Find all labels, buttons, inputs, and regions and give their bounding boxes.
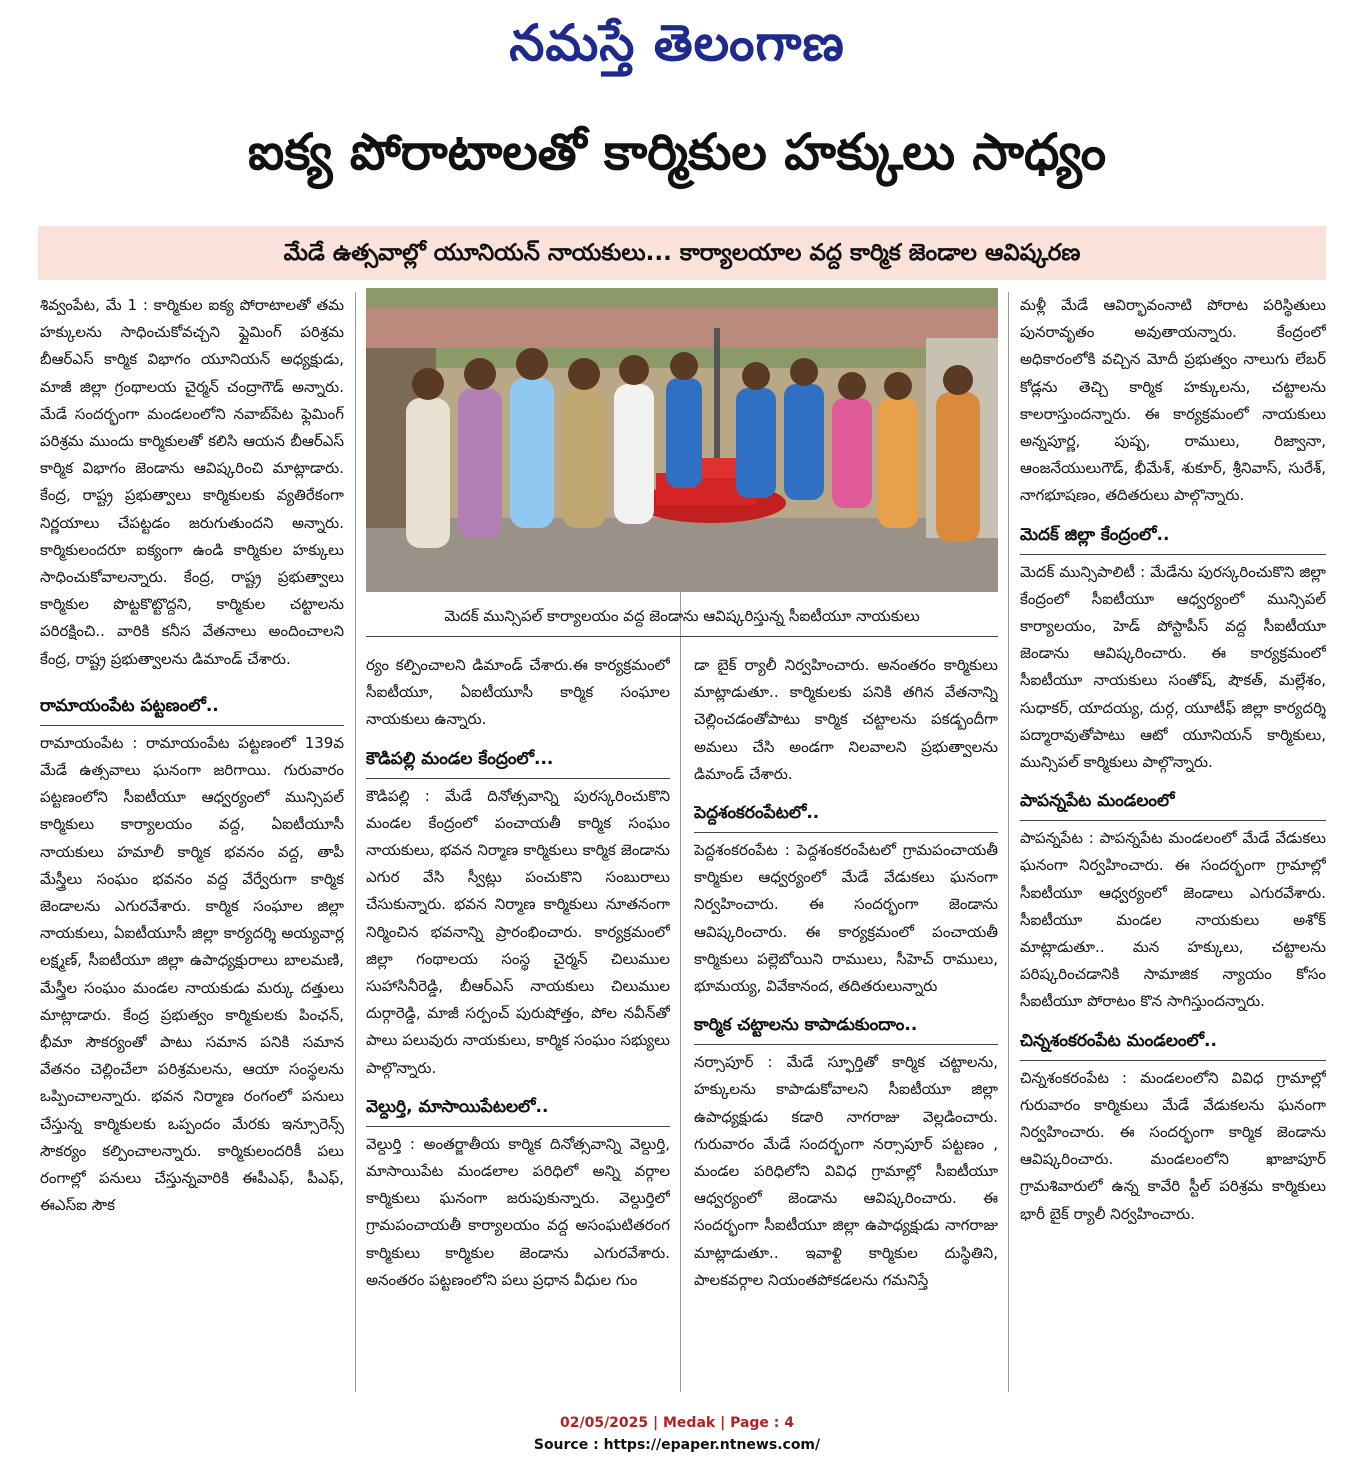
section-title: పాపన్నపేట మండలంలో bbox=[1020, 782, 1326, 821]
footer-date-line: 02/05/2025 | Medak | Page : 4 bbox=[559, 1415, 795, 1431]
section-title: చిన్నశంకరంపేట మండలంలో.. bbox=[1020, 1022, 1326, 1061]
article-column-1 bbox=[40, 292, 344, 1400]
section-title: రామాయంపేట పట్టణంలో.. bbox=[40, 687, 344, 726]
section-body: కౌడిపల్లి : మేడే దినోత్సవాన్ని పురస్కరించుకొని మండల కేంద్రంలో పంచాయతీ కార్మిక సంఘం నాయకులు, భవన నిర్మాణ కార్మికులు కార్మిక జెండాను ఎగుర వేసి స్వీట్లు పంచుకొని సంబురాలు చేసుకున్నారు. భవన నిర్మాణ కార్మికులు నూతనంగా నిర్మించిన భవనాన్ని ప్రారంభించారు. కార్యక్రమంలో జిల్లా గంథాలయ సంస్థ చైర్మన్ చిలుముల సుహాసినీరెడ్డి, బీఆర్ఎస్ నాయకులు చిలుముల దుర్గారెడ్డి, మాజీ సర్పంచ్ పురుషోత్తం, పోల నవీన్‌తో పాలు పలువురు నాయకులు, కార్మిక సంఘం సభ్యులు పాల్గొన్నారు. bbox=[366, 786, 670, 1077]
photo-caption: మెదక్ మున్సిపల్ కార్యాలయం వద్ద జెండాను ఆవిష్కరిస్తున్న సీఐటీయూ నాయకులు bbox=[366, 596, 998, 637]
page-footer bbox=[0, 1412, 1354, 1456]
continued-paragraph: డా బైక్ ర్యాలీ నిర్వహించారు. అనంతరం కార్మికులు మాట్లాడుతూ.. కార్మికులకు పనికి తగిన వేతనాన్ని చెల్లించడంతోపాటు కార్మిక చట్టాలను పకడ్బందీగా అమలు చేసి అండగా నిలవాలని ప్రభుత్వాలను డిమాండ్ చేశారు. bbox=[694, 656, 998, 783]
section-title: వెల్దుర్తి, మాసాయిపేటలలో.. bbox=[366, 1088, 670, 1127]
continued-paragraph: మళ్లీ మేడే ఆవిర్భావంనాటి పోరాట పరిస్థితులు పునరావృతం అవుతాయన్నారు. కేంద్రంలో అధికారంలోకి వచ్చిన మోదీ ప్రభుత్వం నాలుగు లేబర్ కోడ్లను తెచ్చి కార్మిక హక్కులను, చట్టాలను కాలరాస్తుందన్నారు. ఈ కార్యక్రమంలో నాయకులు అన్నపూర్ణ, పుష్ప, రాములు, రిజ్వానా, ఆంజనేయులుగౌడ్, భీమేశ్, శుకూర్, శ్రీనివాస్, సురేశ్, నాగభూషణం, తదితరులు పాల్గొన్నారు. bbox=[1020, 296, 1326, 505]
column-rule bbox=[1008, 292, 1009, 1392]
article-column-2 bbox=[366, 652, 670, 1400]
article-column-3 bbox=[694, 652, 998, 1400]
section-body: మెదక్ మున్సిపాలిటీ : మేడేను పురస్కరించుకొని జిల్లా కేంద్రంలో సీఐటీయూ ఆధ్వర్యంలో మున్సిపల్ కార్యాలయం, హెడ్ పోస్టాపీస్ వద్ద సీఐటీయూ జెండాను ఆవిష్కరించారు. ఈ కార్యక్రమంలో సీఐటీయూ నాయకులు సంతోష్, షౌకత్, మల్లేశం, సుధాకర్, యాదయ్య, దుర్గ, యూటీఫ్ జిల్లా కార్యదర్శి పద్మారావుతోపాటు ఆటో యూనియన్ కార్మికులు, మున్సిపల్ కార్మికులు పాల్గొన్నారు. bbox=[1020, 562, 1326, 772]
article-column-4 bbox=[1020, 292, 1326, 1400]
section-body: నర్సాపూర్ : మేడే స్ఫూర్తితో కార్మిక చట్టాలను, హక్కులను కాపాడుకోవాలని సీఐటీయూ జిల్లా ఉపాధ్యక్షుడు కడారి నాగరాజు వెల్లడించారు. గురువారం మేడే సందర్భంగా నర్సాపూర్ పట్టణం , మండల పరిధిలోని వివిధ గ్రామాల్లో సీఐటీయూ ఆధ్వర్యంలో జెండాను ఆవిష్కరించారు. ఈ సందర్భంగా సీఐటీయూ జిల్లా ఉపాధ్యక్షుడు నాగరాజు మాట్లాడుతూ.. ఇవాళ్టి కార్మికుల దుస్థితిని, పాలకవర్గాల నియంతపోకడలను గమనిస్తే bbox=[694, 1053, 998, 1289]
footer-source-line: Source : https://epaper.ntnews.com/ bbox=[533, 1437, 821, 1453]
masthead: నమస్తే తెలంగాణ bbox=[509, 13, 845, 72]
section-body: చిన్నశంకరంపేట : మండలంలోని వివిధ గ్రామాల్లో గురువారం కార్మికులు మేడే వేడుకలను ఘనంగా నిర్వహించారు. ఈ సందర్భంగా కార్మిక జెండాను ఆవిష్కరించారు. మండలంలోని ఖాజాపూర్ గ్రామశివారులో ఉన్న కావేరి స్టీల్ పరిశ్రమ కార్మికులు భారీ బైక్ ర్యాలీ నిర్వహించారు. bbox=[1020, 1068, 1326, 1223]
news-photo bbox=[366, 288, 998, 592]
section-body: పాపన్నపేట : పాపన్నపేట మండలంలో మేడే వేడుకలు ఘనంగా నిర్వహించారు. ఈ సందర్భంగా గ్రామాల్లో సీఐటీయూ ఆధ్వర్యంలో జెండాలు ఎగురవేశారు. సీఐటీయూ మండల నాయకులు అశోక్ మాట్లాడుతూ.. మన హక్కులు, చట్టాలను పరిష్కరించడానికి సామాజిక న్యాయం కోసం సీఐటీయూ పోరాటం కొన సాగిస్తుందన్నారు. bbox=[1020, 829, 1326, 1011]
section-title: కౌడిపల్లి మండల కేంద్రంలో... bbox=[366, 740, 670, 779]
section-body: రామాయంపేట : రామాయంపేట పట్టణంలో 139వ మేడే ఉత్సవాలు ఘనంగా జరిగాయి. గురువారం పట్టణంలోని సీఐటీయూ ఆధ్వర్యంలో మున్సిపల్ కార్మికులు కార్యాలయం వద్ద, ఏఐటీయూసీ నాయకులు హమాలీ కార్మిక భవనం వద్ద, తాపీ మేస్త్రీలు సంఘం భవనం వద్ద వేర్వేరుగా కార్మిక జెండాలను ఎగురవేశారు. కార్మిక సంఘాల జిల్లా నాయకులు, ఏఐటీయూసీ జిల్లా కార్యదర్శి అయ్యవార్ల లక్ష్మణ్, సీఐటీయూ జిల్లా ఉపాధ్యక్షురాలు బాలమణి, మేస్త్రీల సంఘం మండల నాయకుడు మర్కు దత్తులు మాట్లాడారు. కేంద్ర ప్రభుత్వం కార్మికులకు పింఛన్, భీమా సౌకర్యంతో పాటు సమాన పనికి సమాన వేతనం చెల్లించేలా పరిశ్రమలను, ఆయా సంస్థలను ఒప్పించాలన్నారు. భవన నిర్మాణ రంగంలో పనులు చేస్తున్న కార్మికులకు ఒప్పందం మేరకు ఇన్సూరెన్స్ సౌకర్యం కల్పించాలన్నారు. కార్మికులందరికీ పలు రంగాల్లో పనులు చేస్తున్నవారికి ఈపీఎఫ్, పీఎఫ్, ఈఎస్ఐ సౌక bbox=[40, 733, 344, 1215]
section-body: వెల్దుర్తి : అంతర్జాతీయ కార్మిక దినోత్సవాన్ని వెల్దుర్తి, మాసాయిపేట మండలాల పరిధిలో అన్ని వర్గాల కార్మికులు ఘనంగా జరుపుకున్నారు. వెల్దుర్తిలో గ్రామపంచాయతీ కార్యాలయం వద్ద అసంఘటితరంగ కార్మికులు కార్మికుల జెండాను ఎగురవేశారు. అనంతరం పట్టణంలోని పలు ప్రధాన వీధుల గుం bbox=[366, 1134, 670, 1289]
section-title: పెద్దశంకరంపేటలో.. bbox=[694, 794, 998, 833]
subheadline: మేడే ఉత్సవాల్లో యూనియన్ నాయకులు... కార్యాలయాల వద్ద కార్మిక జెండాల ఆవిష్కరణ bbox=[38, 226, 1326, 280]
news-photo-illustration bbox=[366, 288, 998, 592]
headline: ఐక్య పోరాటాలతో కార్మికుల హక్కులు సాధ్యం bbox=[247, 123, 1107, 181]
section-body: పెద్దశంకరంపేట : పెద్దశంకరంపేటలో గ్రామపంచాయతీ కార్మికుల ఆధ్వర్యంలో మేడే వేడుకలు ఘనంగా నిర్వహించారు. ఈ సందర్భంగా జెండాను ఆవిష్కరించారు. ఈ కార్యక్రమంలో పంచాయతీ కార్మికులు పల్లెబోయిని రాములు, సీహెచ్ రాములు, భూమయ్య, వివేకానంద, తదితరులున్నారు bbox=[694, 841, 998, 996]
column-rule bbox=[355, 292, 356, 1392]
intro-paragraph: శివ్వంపేట, మే 1 : కార్మికుల ఐక్య పోరాటాలతో తమ హక్కులను సాధించుకోవచ్చని ఫ్లైమింగ్ పరిశ్రమ బీఆర్ఎస్ కార్మిక విభాగం యూనియన్ అధ్యక్షుడు, మాజీ జిల్లా గ్రంథాలయ చైర్మన్ చంద్రాగౌడ్ అన్నారు. మేడే సందర్భంగా మండలంలోని నవాబ్‌పేట ఫ్లెమింగ్ పరిశ్రమ ముందు కార్మికులతో కలిసి ఆయన బీఆర్ఎస్ కార్మిక విభాగం జెండాను ఆవిష్కరించి మాట్లాడారు. కేంద్ర, రాష్ట్ర ప్రభుత్వాలు కార్మికులకు వ్యతిరేకంగా నిర్ణయాలు చేపట్టడం జరుగుతుందని అన్నారు. కార్మికులందరూ ఐక్యంగా ఉండి కార్మికుల హక్కులు సాధించుకోవాలన్నారు. కేంద్ర, రాష్ట్ర ప్రభుత్వాలు కార్మికుల పొట్టకొట్టొద్దని, కార్మికుల చట్టాలను పరిరక్షించి.. వారికి కనీస వేతనాలు అందించాలని కేంద్ర, రాష్ట్ర ప్రభుత్వాలను డిమాండ్ చేశారు. bbox=[40, 296, 344, 668]
section-title: మెదక్ జిల్లా కేంద్రంలో.. bbox=[1020, 516, 1326, 555]
continued-paragraph: ర్యం కల్పించాలని డిమాండ్ చేశారు.ఈ కార్యక్రమంలో సీఐటీయూ, ఏఐటీయూసీ కార్మిక సంఘాల నాయకులు ఉన్నారు. bbox=[366, 656, 670, 729]
section-title: కార్మిక చట్టాలను కాపాడుకుందాం.. bbox=[694, 1006, 998, 1045]
